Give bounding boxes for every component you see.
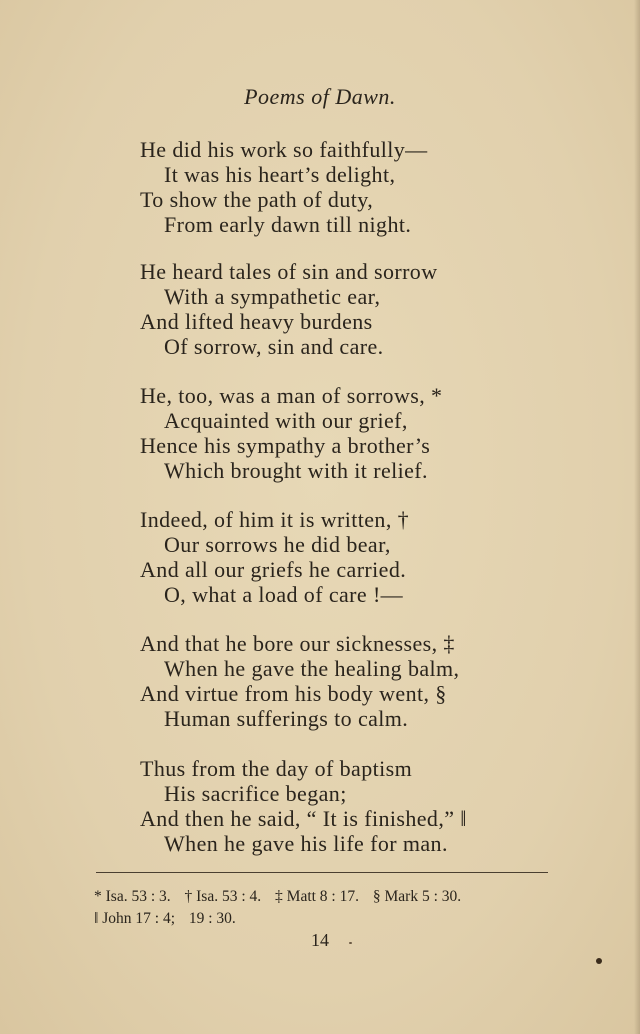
- poem-line: And that he bore our sicknesses, ‡: [140, 631, 455, 656]
- poem-line: And then he said, “ It is finished,” ‖: [140, 806, 467, 831]
- poem-line: It was his heart’s delight,: [164, 162, 396, 187]
- poem-line: Which brought with it relief.: [164, 458, 428, 483]
- poem-line: O, what a load of care !—: [164, 582, 404, 607]
- poem-line: Thus from the day of baptism: [140, 756, 413, 781]
- stanza-4: [140, 507, 580, 607]
- poem-line: Indeed, of him it is written, †: [140, 507, 410, 532]
- footnote-line-2: [94, 908, 564, 930]
- poem-line: He heard tales of sin and sorrow: [140, 259, 438, 284]
- footnote-divider: [96, 872, 548, 873]
- poem-line: Human sufferings to calm.: [164, 706, 409, 731]
- poem-line: From early dawn till night.: [164, 212, 412, 237]
- footnote: † Isa. 53 : 4.: [184, 888, 262, 905]
- poem-line: Of sorrow, sin and care.: [164, 334, 384, 359]
- poem-line: Our sorrows he did bear,: [164, 532, 391, 557]
- page-edge-shadow: [634, 0, 640, 1034]
- stanza-2: [140, 259, 580, 359]
- footnote: ‖ John 17 : 4;: [94, 910, 175, 927]
- poem-line: He, too, was a man of sorrows, *: [140, 383, 443, 408]
- footnote: * Isa. 53 : 3.: [94, 888, 171, 905]
- poem-line: His sacrifice began;: [164, 781, 347, 806]
- footnote: § Mark 5 : 30.: [372, 888, 462, 905]
- stanza-3: [140, 383, 580, 483]
- footnote-line-1: [94, 886, 564, 908]
- poem-line: To show the path of duty,: [140, 187, 374, 212]
- footnote: ‡ Matt 8 : 17.: [275, 888, 359, 905]
- print-speck: [349, 942, 352, 944]
- poem-line: Acquainted with our grief,: [164, 408, 408, 433]
- poem-line: And lifted heavy burdens: [140, 309, 373, 334]
- footnotes: [94, 886, 564, 930]
- running-title: Poems of Dawn.: [244, 84, 396, 109]
- poem-line: Hence his sympathy a brother’s: [140, 433, 431, 458]
- poem-line: And virtue from his body went, §: [140, 681, 447, 706]
- footnote: 19 : 30.: [188, 910, 236, 927]
- poem-line: He did his work so faithfully—: [140, 137, 428, 162]
- poem-line: When he gave his life for man.: [164, 831, 448, 856]
- ink-spot: [596, 958, 602, 964]
- stanza-5: [140, 631, 580, 731]
- stanza-6: [140, 756, 580, 856]
- poem-line: And all our griefs he carried.: [140, 557, 407, 582]
- stanza-1: [140, 137, 580, 237]
- poem-line: When he gave the healing balm,: [164, 656, 460, 681]
- poem-line: With a sympathetic ear,: [164, 284, 381, 309]
- page-number: 14: [311, 930, 329, 950]
